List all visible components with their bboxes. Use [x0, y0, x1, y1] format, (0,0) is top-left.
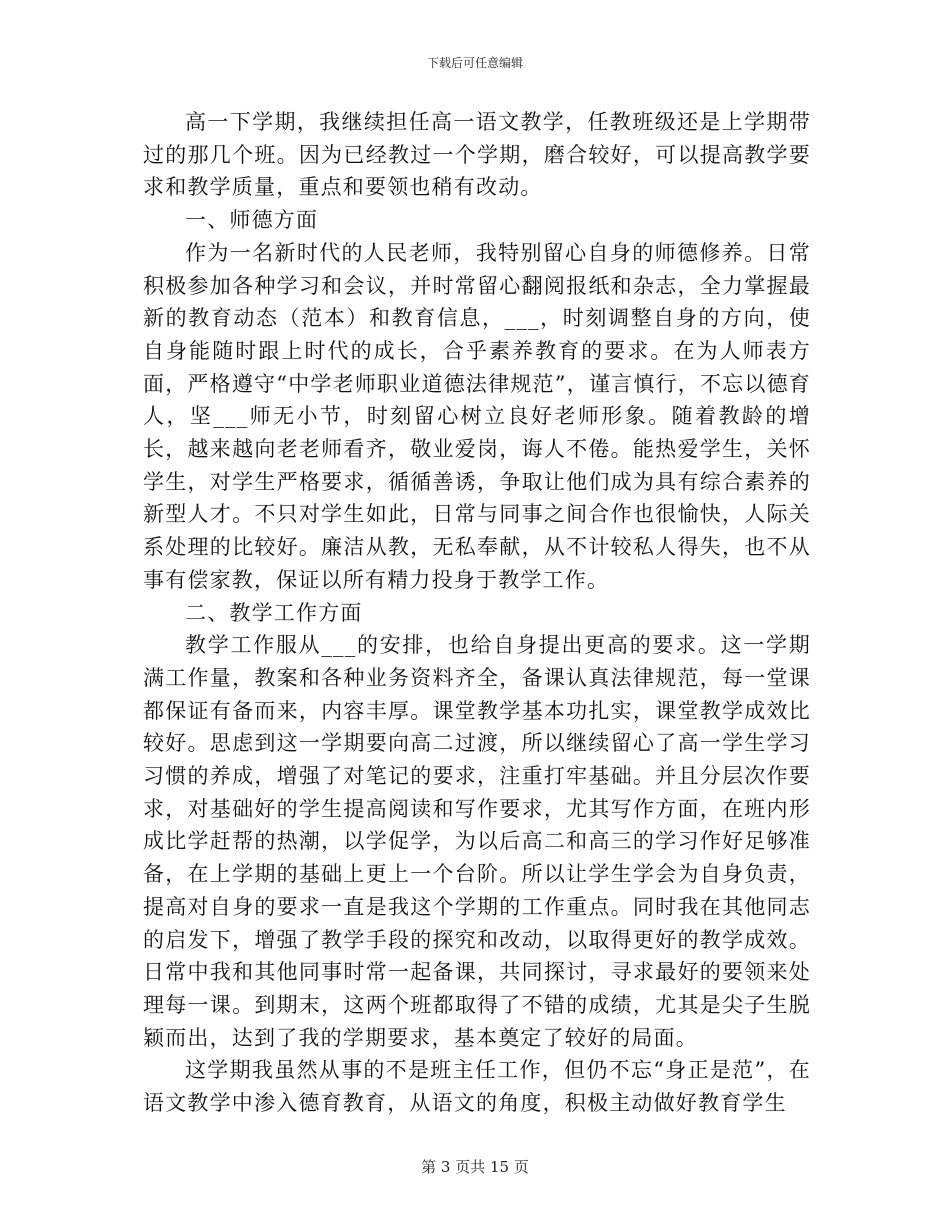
paragraph-ethics: 作为一名新时代的人民老师，我特别留心自身的师德修养。日常积极参加各种学习和会议，并时常留心翻阅报纸和杂志，全力掌握最新的教育动态（范本）和教育信息，___，时刻调整自身的方向，使自身能随时跟上时代的成长，合乎素养教育的要求。在为人师表方面，严格遵守“中学老师职业道德法律规范”，谨言慎行，不忘以德育人，坚___师无小节，时刻留心树立良好老师形象。随着教龄的增长，越来越向老老师看齐，敬业爱岗，诲人不倦。能热爱学生，关怀学生，对学生严格要求，循循善诱，争取让他们成为具有综合素养的新型人才。不只对学生如此，日常与同事之间合作也很愉快，人际关系处理的比较好。廉洁从教，无私奉献，从不计较私人得失，也不从事有偿家教，保证以所有精力投身于教学工作。	[143, 240, 811, 592]
paragraph-teaching: 教学工作服从___的安排，也给自身提出更高的要求。这一学期满工作量，教案和各种业务资料齐全，备课认真法律规范，每一堂课都保证有备而来，内容丰厚。课堂教学基本功扎实，课堂教学成效比较好。思虑到这一学期要向高二过渡，所以继续留心了高一学生学习习惯的养成，增强了对笔记的要求，注重打牢基础。并且分层次作要求，对基础好的学生提高阅读和写作要求，尤其写作方面，在班内形成比学赶帮的热潮，以学促学，为以后高二和高三的学习作好足够准备，在上学期的基础上更上一个台阶。所以让学生学会为自身负责，提高对自身的要求一直是我这个学期的工作重点。同时我在其他同志的启发下，增强了教学手段的探究和改动，以取得更好的教学成效。日常中我和其他同事时常一起备课，共同探讨，寻求最好的要领来处理每一课。到期末，这两个班都取得了不错的成绩，尤其是尖子生脱颖而出，达到了我的学期要求，基本奠定了较好的局面。	[143, 633, 811, 1050]
page-number: 第 3 页共 15 页	[421, 1158, 529, 1176]
paragraph-moral-education: 这学期我虽然从事的不是班主任工作，但仍不忘“身正是范”，在语文教学中渗入德育教育，从语文的角度，积极主动做好教育学生	[143, 1058, 811, 1116]
paragraph-intro: 高一下学期，我继续担任高一语文教学，任教班级还是上学期带过的那几个班。因为已经教过一个学期，磨合较好，可以提高教学要求和教学质量，重点和要领也稍有改动。	[143, 110, 811, 200]
section-heading-ethics: 一、师德方面	[185, 208, 319, 233]
header-note: 下载后可任意编辑	[426, 56, 523, 70]
section-heading-teaching: 二、教学工作方面	[185, 600, 363, 625]
document-body	[143, 106, 811, 1120]
